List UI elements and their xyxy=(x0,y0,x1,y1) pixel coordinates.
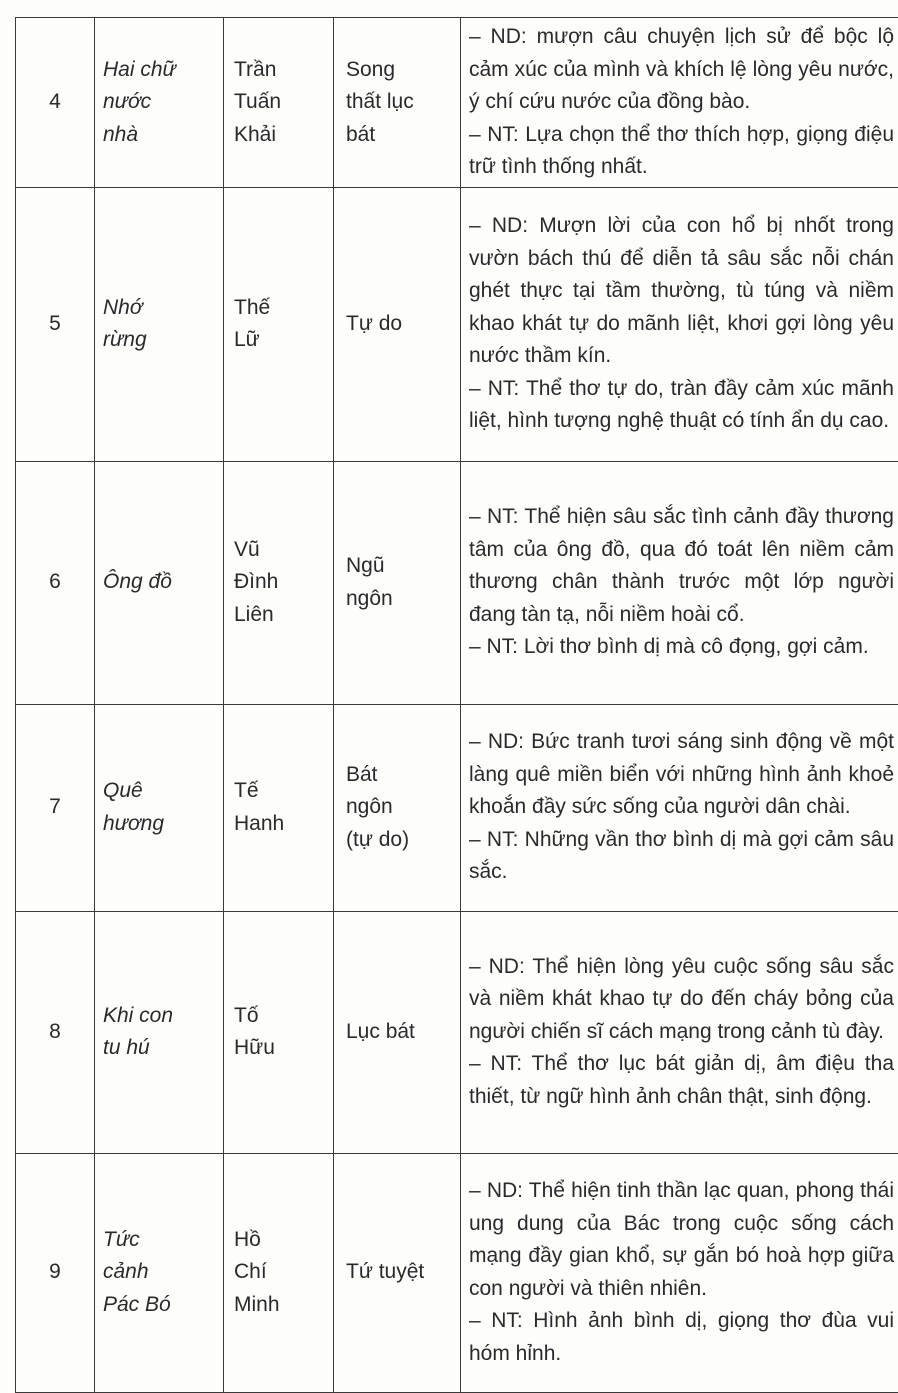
row-number-cell xyxy=(16,704,95,911)
description-cell xyxy=(461,461,898,704)
content-note: – ND: Thể hiện lòng yêu cuộc sống sâu sắc và niềm khát khao tự do đến cháy bỏng của người chiến sĩ cách mạng trong cảnh tù đày. xyxy=(469,951,894,1049)
art-note: – NT: Những vần thơ bình dị mà gợi cảm sâu sắc. xyxy=(469,824,894,889)
description-cell xyxy=(461,18,898,188)
author-line: Tố xyxy=(234,1000,333,1033)
author-cell xyxy=(224,461,334,704)
poem-title-line: Hai chữ xyxy=(103,54,223,87)
poem-summary-table xyxy=(15,17,898,1393)
author-cell xyxy=(224,187,334,461)
poetic-form-line: ngôn xyxy=(346,791,460,824)
description-cell xyxy=(461,704,898,911)
author-line: Trần xyxy=(234,54,333,87)
author-line: Khải xyxy=(234,119,333,152)
poetic-form-cell xyxy=(334,911,461,1153)
poem-title-cell xyxy=(95,461,224,704)
poem-title-line: hương xyxy=(103,808,223,841)
poetic-form-line: Ngũ xyxy=(346,550,460,583)
poem-title-line: tu hú xyxy=(103,1032,223,1065)
content-note: – NT: Thể hiện sâu sắc tình cảnh đầy thương tâm của ông đồ, qua đó toát lên niềm cảm thương chân thành trước một lớp người đang tàn tạ, nỗi niềm hoài cổ. xyxy=(469,501,894,631)
table-row xyxy=(16,18,898,188)
description-cell xyxy=(461,911,898,1153)
table-row xyxy=(16,1153,898,1392)
row-number: 9 xyxy=(49,1260,61,1283)
table-row xyxy=(16,187,898,461)
poem-title-line: rừng xyxy=(103,324,223,357)
content-note: – ND: Mượn lời của con hổ bị nhốt trong vườn bách thú để diễn tả sâu sắc nỗi chán ghét thực tại tầm thường, tù túng và niềm khao khát tự do mãnh liệt, khơi gợi lòng yêu nước thầm kín. xyxy=(469,210,894,373)
poetic-form-line: Bát xyxy=(346,759,460,792)
poem-title-line: nhà xyxy=(103,119,223,152)
poetic-form-line: ngôn xyxy=(346,583,460,616)
poem-title-line: Ông đồ xyxy=(103,566,223,599)
art-note: – NT: Lời thơ bình dị mà cô đọng, gợi cảm. xyxy=(469,631,894,664)
author-line: Liên xyxy=(234,599,333,632)
content-note: – ND: Bức tranh tươi sáng sinh động về một làng quê miền biển với những hình ảnh khoẻ khoắn đầy sức sống của người dân chài. xyxy=(469,726,894,824)
poetic-form-cell xyxy=(334,704,461,911)
poem-title-cell xyxy=(95,18,224,188)
row-number-cell xyxy=(16,187,95,461)
poetic-form-line: Song xyxy=(346,54,460,87)
author-cell xyxy=(224,704,334,911)
author-line: Tế xyxy=(234,775,333,808)
poem-title-cell xyxy=(95,187,224,461)
author-line: Hanh xyxy=(234,808,333,841)
author-cell xyxy=(224,18,334,188)
row-number: 4 xyxy=(49,90,61,113)
art-note: – NT: Thể thơ lục bát giản dị, âm điệu tha thiết, từ ngữ hình ảnh chân thật, sinh động. xyxy=(469,1048,894,1113)
table-row xyxy=(16,461,898,704)
poetic-form-line: Tứ tuyệt xyxy=(346,1256,460,1289)
poem-title-line: nước xyxy=(103,86,223,119)
author-cell xyxy=(224,1153,334,1392)
author-line: Thế xyxy=(234,292,333,325)
author-line: Hồ xyxy=(234,1224,333,1257)
row-number-cell xyxy=(16,18,95,188)
row-number: 6 xyxy=(49,570,61,593)
poem-title-cell xyxy=(95,704,224,911)
author-line: Tuấn xyxy=(234,86,333,119)
poem-title-line: Nhớ xyxy=(103,292,223,325)
poem-title-cell xyxy=(95,1153,224,1392)
poem-title-line: cảnh xyxy=(103,1256,223,1289)
table-row xyxy=(16,911,898,1153)
author-line: Đình xyxy=(234,566,333,599)
poetic-form-cell xyxy=(334,461,461,704)
art-note: – NT: Hình ảnh bình dị, giọng thơ đùa vui hóm hỉnh. xyxy=(469,1305,894,1370)
poetic-form-line: Tự do xyxy=(346,308,460,341)
content-note: – ND: Thể hiện tinh thần lạc quan, phong thái ung dung của Bác trong cuộc sống cách mạng đầy gian khổ, sự gắn bó hoà hợp giữa con người và thiên nhiên. xyxy=(469,1175,894,1305)
poem-title-line: Khi con xyxy=(103,1000,223,1033)
art-note: – NT: Lựa chọn thể thơ thích hợp, giọng điệu trữ tình thống nhất. xyxy=(469,119,894,184)
row-number: 8 xyxy=(49,1020,61,1043)
row-number: 5 xyxy=(49,312,61,335)
row-number-cell xyxy=(16,911,95,1153)
art-note: – NT: Thể thơ tự do, tràn đầy cảm xúc mãnh liệt, hình tượng nghệ thuật có tính ẩn dụ cao. xyxy=(469,373,894,438)
author-line: Chí xyxy=(234,1256,333,1289)
poetic-form-line: thất lục xyxy=(346,86,460,119)
poem-title-cell xyxy=(95,911,224,1153)
table-row xyxy=(16,704,898,911)
description-cell xyxy=(461,1153,898,1392)
poem-title-line: Quê xyxy=(103,775,223,808)
author-line: Vũ xyxy=(234,534,333,567)
author-line: Minh xyxy=(234,1289,333,1322)
document-page xyxy=(15,17,871,1393)
author-cell xyxy=(224,911,334,1153)
row-number: 7 xyxy=(49,795,61,818)
poem-title-line: Pác Bó xyxy=(103,1289,223,1322)
row-number-cell xyxy=(16,461,95,704)
description-cell xyxy=(461,187,898,461)
author-line: Hữu xyxy=(234,1032,333,1065)
poem-title-line: Tức xyxy=(103,1224,223,1257)
poetic-form-cell xyxy=(334,187,461,461)
poetic-form-line: Lục bát xyxy=(346,1016,460,1049)
poetic-form-line: bát xyxy=(346,119,460,152)
poetic-form-cell xyxy=(334,18,461,188)
author-line: Lữ xyxy=(234,324,333,357)
poetic-form-cell xyxy=(334,1153,461,1392)
row-number-cell xyxy=(16,1153,95,1392)
poetic-form-line: (tự do) xyxy=(346,824,460,857)
content-note: – ND: mượn câu chuyện lịch sử để bộc lộ cảm xúc của mình và khích lệ lòng yêu nước, ý chí cứu nước của đồng bào. xyxy=(469,21,894,119)
